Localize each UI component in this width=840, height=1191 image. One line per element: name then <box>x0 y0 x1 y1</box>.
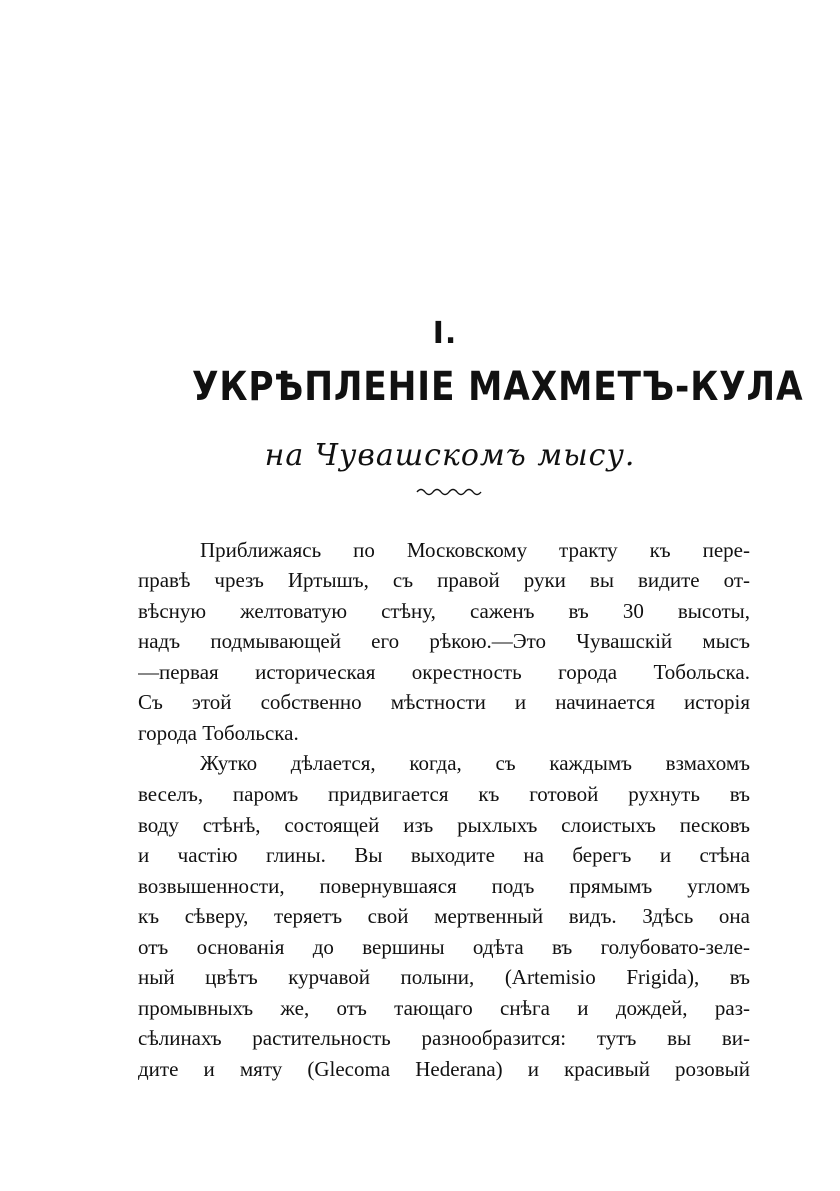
text-line: сѣлинахъ растительность разнообразится: тутъ вы ви- <box>138 1026 750 1050</box>
text-line: вѣсную желтоватую стѣну, саженъ въ 30 высоты, <box>138 599 750 623</box>
text-line: и частію глины. Вы выходите на берегъ и стѣна <box>138 843 750 867</box>
text-line: дите и мяту (Glecoma Hederana) и красивый розовый <box>138 1057 750 1081</box>
chapter-number: I. <box>432 316 458 351</box>
chapter-subtitle: на Чувашскомъ мысу. <box>264 438 636 473</box>
text-line: правѣ чрезъ Иртышъ, съ правой руки вы видите от- <box>138 568 750 592</box>
text-line: веселъ, паромъ придвигается къ готовой рухнуть въ <box>138 782 750 806</box>
text-line: Жутко дѣлается, когда, съ каждымъ взмахомъ <box>200 751 750 775</box>
text-line: надъ подмывающей его рѣкою.—Это Чувашскій мысъ <box>138 629 750 653</box>
text-line: —первая историческая окрестность города Тобольска. <box>138 660 750 684</box>
text-line: къ сѣверу, теряетъ свой мертвенный видъ. Здѣсь она <box>138 904 750 928</box>
ornament-divider <box>415 484 485 498</box>
chapter-title: УКРѢПЛЕНІЕ МАХМЕТЪ-КУЛА <box>192 364 804 410</box>
text-line: Съ этой собственно мѣстности и начинается исторія <box>138 690 750 714</box>
text-line: возвышенности, повернувшаяся подъ прямымъ угломъ <box>138 874 750 898</box>
text-line: промывныхъ же, отъ тающаго снѣга и дождей, раз- <box>138 996 750 1020</box>
text-line: отъ основанія до вершины одѣта въ голубовато-зеле- <box>138 935 750 959</box>
text-line: воду стѣнѣ, состоящей изъ рыхлыхъ слоистыхъ песковъ <box>138 813 750 837</box>
text-line: Приближаясь по Московскому тракту къ пере- <box>200 538 750 562</box>
text-line: города Тобольска. <box>138 721 299 745</box>
text-line: ный цвѣтъ курчавой полыни, (Artemisio Frigida), въ <box>138 965 750 989</box>
